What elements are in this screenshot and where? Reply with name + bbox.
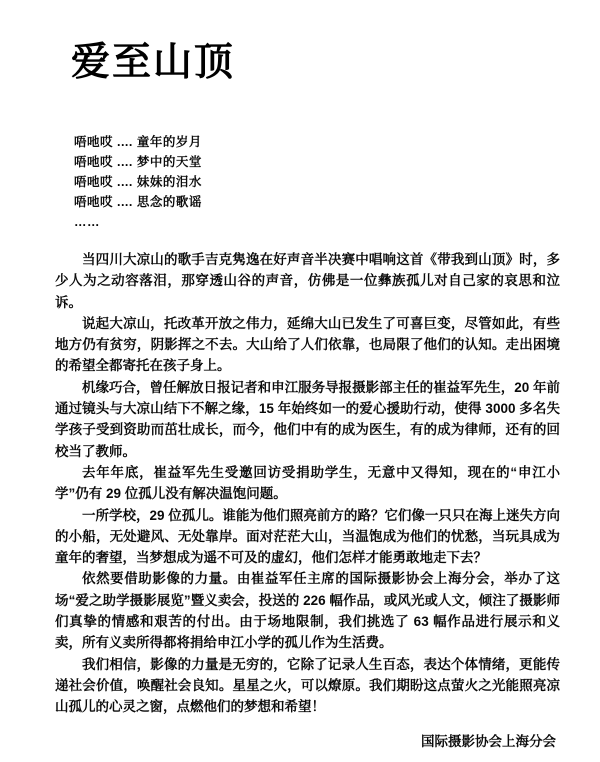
- paragraph-daliangshan: 说起大凉山，托改革开放之伟力，延绵大山已发生了可喜巨变，尽管如此，有些地方仍有贫穷，阴影挥之不去。大山给了人们依靠，也局限了他们的认知。走出困境的希望全都寄托在孩子身上。: [55, 315, 560, 374]
- body-text: [55, 249, 560, 718]
- paragraph-orphans: 一所学校，29 位孤儿。谁能为他们照亮前方的路？它们像一只只在海上迷失方向的小船，无处避风、无处靠岸。面对茫茫大山，当温饱成为他们的忧愁，当玩具成为童年的奢望，当梦想成为遥不可及的虚幻，他们怎样才能勇敢地走下去？: [55, 507, 560, 566]
- paragraph-revisit: 去年年底，崔益军先生受邀回访受捐助学生，无意中又得知，现在的“申江小学”仍有 29 位孤儿没有解决温饱问题。: [55, 464, 560, 502]
- lyrics-block: [74, 132, 600, 232]
- lyric-ellipsis: ……: [74, 215, 100, 229]
- lyric-line: 唔吔哎 .... 童年的岁月: [74, 135, 202, 149]
- paragraph-exhibition: 依然要借助影像的力量。由崔益军任主席的国际摄影协会上海分会，举办了这场“爱之助学摄影展览”暨义卖会，投送的 226 幅作品，或风光或人文，倾注了摄影师们真挚的情感和艰苦的付出。由于场地限制，我们挑选了 63 幅作品进行展示和义卖，所有义卖所得都将捐给申江小学的孤儿作为生活费。: [55, 571, 560, 651]
- paragraph-belief: 我们相信，影像的力量是无穷的，它除了记录人生百态，表达个体情绪，更能传递社会价值，唤醒社会良知。星星之火，可以燎原。我们期盼这点萤火之光能照亮凉山孤儿的心灵之窗，点燃他们的梦想和希望！: [55, 656, 560, 715]
- lyric-line: 唔吔哎 .... 妹妹的泪水: [74, 175, 202, 189]
- lyric-line: 唔吔哎 .... 思念的歌谣: [74, 195, 202, 209]
- page-title: 爱至山顶: [71, 41, 236, 84]
- lyric-line: 唔吔哎 .... 梦中的天堂: [74, 155, 202, 169]
- paragraph-cuiyijun-history: 机缘巧合，曾任解放日报记者和申江服务导报摄影部主任的崔益军先生，20 年前通过镜头与大凉山结下不解之缘，15 年始终如一的爱心援助行动，使得 3000 多名失学孩子受到资助而茁壮成长，而今，他们中有的成为医生，有的成为律师，还有的回校当了教师。: [55, 379, 560, 459]
- signature: 国际摄影协会上海分会: [421, 733, 556, 749]
- paragraph-intro-song: 当四川大凉山的歌手吉克隽逸在好声音半决赛中唱响这首《带我到山顶》时，多少人为之动容落泪，那穿透山谷的声音，仿佛是一位彝族孤儿对自己家的哀思和泣诉。: [55, 252, 560, 310]
